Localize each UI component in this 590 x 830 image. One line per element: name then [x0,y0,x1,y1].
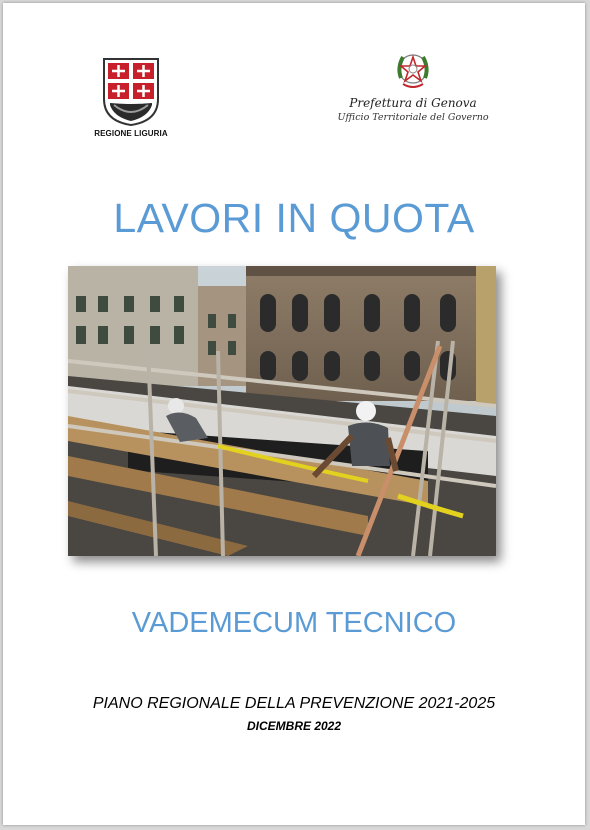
document-subtitle: VADEMECUM TECNICO [131,607,457,639]
cover-photo-illustration [68,266,496,556]
prevention-plan-label: PIANO REGIONALE DELLA PREVENZIONE 2021-2025 [92,695,496,712]
workers-on-scaffolding-photo [68,266,496,556]
document-title: LAVORI IN QUOTA [113,195,475,241]
prefettura-logo [333,48,493,143]
regione-liguria-coat-of-arms-icon [100,55,162,127]
regione-liguria-label: REGIONE LIGURIA [94,129,168,138]
regione-liguria-logo [90,55,172,145]
document-page [3,3,585,825]
prefettura-office: Ufficio Territoriale del Governo [337,112,489,123]
italian-republic-emblem-icon [391,48,435,92]
publication-date: DICEMBRE 2022 [246,719,342,733]
prefettura-name: Prefettura di Genova [349,96,477,110]
